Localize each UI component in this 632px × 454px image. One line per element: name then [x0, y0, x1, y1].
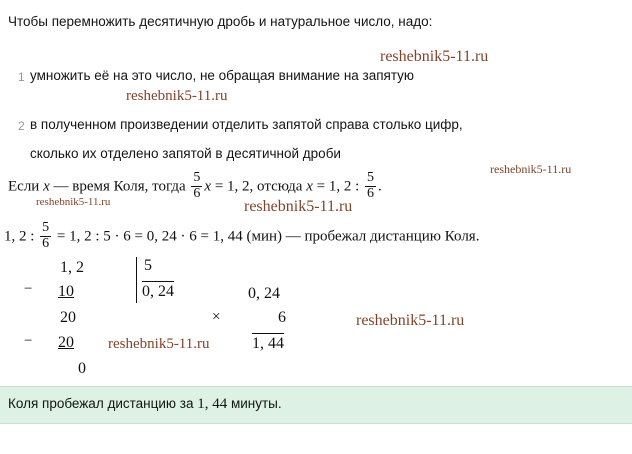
equation-setup-text-4: = 1, 2 : — [312, 178, 364, 195]
watermark-4: reshebnik5-11.ru — [36, 196, 111, 208]
fraction-five-sixths-2 — [365, 171, 376, 201]
equation-setup-text-2: — время Коля, тогда — [49, 178, 190, 195]
rule-intro: Чтобы перемножить десятичную дробь и натуральное число, надо: — [8, 14, 433, 29]
fraction-denominator: 6 — [193, 185, 201, 201]
fraction-numerator: 5 — [367, 170, 375, 185]
equation-setup-prefix: Если — [8, 178, 44, 195]
fraction-five-sixths-3 — [40, 221, 51, 251]
answer-text — [8, 396, 282, 413]
fraction-denominator: 6 — [367, 185, 375, 201]
division-vertical-rule — [136, 257, 137, 303]
rule-step-2-text: в полученном произведении отделить запятой справа столько цифр, — [30, 117, 463, 132]
watermark-1: reshebnik5-11.ru — [380, 48, 489, 65]
multiplication-product: 1, 44 — [252, 335, 284, 352]
equation-solution-rest: = 1, 2 : 5 · 6 = 0, 24 · 6 = 1, 44 (мин) — пробежал дистанцию Коля. — [53, 228, 480, 245]
equation-setup-period: . — [378, 178, 382, 195]
watermark-3: reshebnik5-11.ru — [490, 162, 572, 176]
division-quotient: 0, 24 — [142, 283, 174, 300]
division-remainder-2: 0 — [78, 360, 86, 377]
equation-setup-text-3: = 1, 2, отсюда — [211, 178, 307, 195]
multiplication-factor-a: 0, 24 — [248, 285, 280, 302]
division-divisor: 5 — [144, 257, 152, 274]
equation-solution — [4, 222, 479, 252]
equation-setup — [8, 172, 382, 202]
watermark-5: reshebnik5-11.ru — [244, 198, 353, 215]
answer-prefix: Коля пробежал дистанцию за — [8, 396, 198, 411]
rule-step-2-number: 2 — [18, 119, 25, 133]
division-minus-sign-2: − — [24, 333, 33, 349]
watermark-6: reshebnik5-11.ru — [356, 312, 465, 329]
fraction-five-sixths-1 — [191, 171, 202, 201]
answer-value: 1, 44 — [197, 396, 228, 412]
rule-step-2-continuation: сколько их отделено запятой в десятичной дроби — [30, 146, 341, 161]
long-multiplication-block — [212, 285, 342, 365]
division-subtrahend-1: 10 — [58, 283, 74, 300]
division-minus-sign-1: − — [24, 281, 33, 297]
variable-x-3: x — [306, 178, 313, 195]
equation-solution-prefix: 1, 2 : — [4, 228, 39, 245]
multiplication-factor-b: 6 — [278, 309, 286, 326]
fraction-numerator: 5 — [42, 220, 50, 235]
variable-x-1: x — [43, 178, 50, 195]
fraction-numerator: 5 — [193, 170, 201, 185]
fraction-denominator: 6 — [42, 235, 50, 251]
rule-step-1-text: умножить её на это число, не обращая внимание на запятую — [30, 68, 415, 83]
watermark-2: reshebnik5-11.ru — [126, 88, 228, 104]
rule-step-1-number: 1 — [18, 70, 25, 84]
variable-x-2: x — [204, 178, 212, 195]
division-subtrahend-2: 20 — [58, 334, 74, 351]
watermark-7: reshebnik5-11.ru — [108, 336, 210, 352]
division-remainder-1: 20 — [60, 309, 76, 326]
multiplication-sign: × — [212, 309, 221, 325]
answer-suffix: минуты. — [227, 396, 282, 411]
division-dividend: 1, 2 — [60, 259, 84, 276]
